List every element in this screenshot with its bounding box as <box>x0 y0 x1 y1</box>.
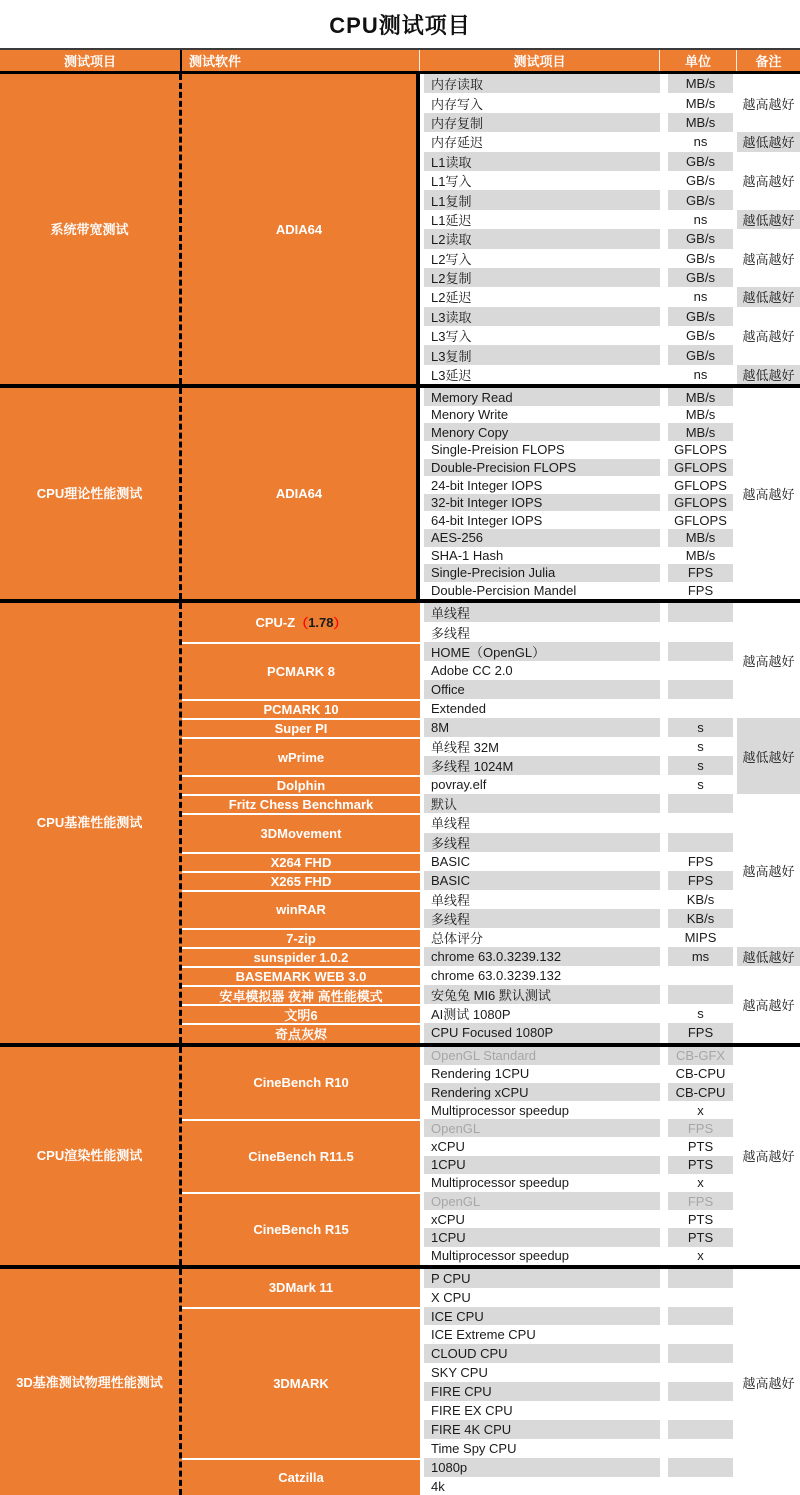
unit-cell: GB/s <box>660 229 737 248</box>
test-item-cell: 单线程 <box>420 603 660 622</box>
remark-cell: 越高越好 <box>742 174 795 190</box>
unit-cell <box>660 1382 737 1401</box>
remark-cell: 越高越好 <box>742 1375 795 1391</box>
test-item-cell: L1复制 <box>420 190 660 209</box>
unit-cell: s <box>697 1006 704 1022</box>
test-item-cell: 默认 <box>420 794 660 813</box>
test-item-cell: HOME（OpenGL） <box>420 642 660 661</box>
software-name: winRAR <box>182 890 420 928</box>
test-item-cell: xCPU <box>431 1139 465 1155</box>
unit-cell <box>660 985 737 1004</box>
test-item-cell: Multiprocessor speedup <box>431 1102 570 1118</box>
unit-cell: GB/s <box>660 345 737 364</box>
test-item-cell: 总体评分 <box>431 931 484 947</box>
test-item-cell: BASIC <box>420 871 660 890</box>
unit-cell: FPS <box>660 871 737 890</box>
section-name: CPU理论性能测试 <box>0 388 182 599</box>
unit-cell: MB/s <box>685 407 716 423</box>
software-name: ADIA64 <box>182 74 420 384</box>
header-test-project: 测试项目 <box>0 50 182 71</box>
unit-cell <box>660 1477 737 1495</box>
unit-cell: GFLOPS <box>674 442 727 458</box>
test-item-cell: xCPU <box>431 1211 465 1227</box>
test-item-cell: FIRE EX CPU <box>431 1402 513 1418</box>
test-item-cell: X CPU <box>431 1289 471 1305</box>
test-item-cell: CPU Focused 1080P <box>420 1023 660 1042</box>
software-name: 7-zip <box>182 928 420 947</box>
unit-cell: ms <box>660 947 737 966</box>
section-4 <box>0 1043 800 1265</box>
unit-cell <box>660 813 737 832</box>
section-5 <box>0 1265 800 1495</box>
sections-container <box>0 74 800 1495</box>
unit-cell <box>660 794 737 813</box>
test-item-cell: 单线程 <box>431 816 471 832</box>
test-item-cell: 24-bit Integer IOPS <box>431 477 543 493</box>
unit-cell: GFLOPS <box>674 512 727 528</box>
remark-cell: 越高越好 <box>742 1149 795 1165</box>
test-item-cell: Rendering 1CPU <box>431 1066 530 1082</box>
section-2 <box>0 384 800 599</box>
test-item-cell: L2延迟 <box>431 290 472 306</box>
test-item-cell: 内存读取 <box>420 74 660 93</box>
test-item-cell: chrome 63.0.3239.132 <box>420 947 660 966</box>
unit-cell <box>660 642 737 661</box>
test-item-cell: 64-bit Integer IOPS <box>431 512 543 528</box>
test-item-cell: Single-Precision Julia <box>420 564 660 582</box>
unit-cell: ns <box>693 289 708 305</box>
remark-cell: 越低越好 <box>737 132 800 151</box>
test-item-cell: L3复制 <box>420 345 660 364</box>
test-item-cell: L3写入 <box>431 329 472 345</box>
page-title: CPU测试项目 <box>329 12 471 38</box>
test-item-cell: Office <box>420 680 660 699</box>
software-name: 安卓模拟器 夜神 高性能模式 <box>182 985 420 1004</box>
unit-cell: MB/s <box>685 547 716 563</box>
unit-cell: x <box>697 1102 704 1118</box>
section-name: CPU基准性能测试 <box>0 603 182 1042</box>
remark-cell: 越高越好 <box>742 997 795 1013</box>
unit-cell: GB/s <box>660 268 737 287</box>
remark-cell: 越高越好 <box>742 251 795 267</box>
unit-cell <box>660 661 737 680</box>
test-item-cell: L2复制 <box>420 268 660 287</box>
test-item-cell: 内存复制 <box>420 113 660 132</box>
unit-cell: GFLOPS <box>660 459 737 477</box>
remark-cell: 越高越好 <box>742 329 795 345</box>
unit-cell: ns <box>693 367 708 383</box>
unit-cell: FPS <box>687 583 714 599</box>
unit-cell: GB/s <box>660 190 737 209</box>
header-unit: 单位 <box>660 50 737 71</box>
test-item-cell: 1CPU <box>420 1228 660 1246</box>
section-name: 3D基准测试物理性能测试 <box>0 1269 182 1495</box>
test-item-cell: L3读取 <box>420 307 660 326</box>
software-name: Super PI <box>182 718 420 737</box>
unit-cell <box>660 699 737 718</box>
unit-cell: MB/s <box>660 113 737 132</box>
test-item-cell: L1读取 <box>420 152 660 171</box>
test-item-cell: Double-Precision FLOPS <box>420 459 660 477</box>
test-item-cell: Time Spy CPU <box>431 1440 517 1456</box>
remark-cell: 越低越好 <box>737 947 800 966</box>
test-item-cell: P CPU <box>420 1269 660 1288</box>
test-item-cell: 多线程 <box>420 833 660 852</box>
unit-cell: PTS <box>660 1228 737 1246</box>
software-name: Catzilla <box>182 1458 420 1495</box>
software-name: X264 FHD <box>182 852 420 871</box>
unit-cell <box>660 1307 737 1326</box>
test-item-cell: povray.elf <box>431 777 487 793</box>
remark-cell: 越高越好 <box>742 487 795 503</box>
unit-cell: s <box>660 756 737 775</box>
unit-cell <box>660 1288 737 1307</box>
test-item-cell: 8M <box>420 718 660 737</box>
test-item-cell: 4k <box>431 1478 445 1494</box>
test-item-cell: 1CPU <box>420 1156 660 1174</box>
test-item-cell: AI测试 1080P <box>431 1007 511 1023</box>
test-item-cell: SKY CPU <box>431 1365 488 1381</box>
unit-cell <box>660 1269 737 1288</box>
unit-cell: FPS <box>660 1192 737 1210</box>
unit-cell: MIPS <box>684 930 717 946</box>
section-name: CPU渲染性能测试 <box>0 1047 182 1265</box>
test-item-cell: OpenGL <box>420 1119 660 1137</box>
unit-cell: s <box>697 777 704 793</box>
unit-cell: MB/s <box>660 74 737 93</box>
unit-cell: GFLOPS <box>660 494 737 512</box>
test-item-cell: 单线程 <box>431 892 471 908</box>
section-name: 系统带宽测试 <box>0 74 182 384</box>
test-item-cell: Extended <box>431 700 486 716</box>
test-item-cell: AES-256 <box>420 529 660 547</box>
unit-cell: ns <box>693 134 708 150</box>
unit-cell: KB/s <box>660 909 737 928</box>
software-name: X265 FHD <box>182 871 420 890</box>
unit-cell: GB/s <box>660 307 737 326</box>
remark-cell: 越高越好 <box>742 96 795 112</box>
test-item-cell: Single-Preision FLOPS <box>431 442 565 458</box>
unit-cell: CB-CPU <box>660 1083 737 1101</box>
software-name: 奇点灰烬 <box>182 1023 420 1042</box>
table-header-row <box>0 50 800 74</box>
unit-cell <box>660 603 737 622</box>
test-item-cell: 单线程 32M <box>431 740 499 756</box>
header-test-software: 测试软件 <box>182 50 420 71</box>
software-name-part: （ <box>295 615 309 631</box>
header-remark: 备注 <box>755 54 782 69</box>
test-item-cell: CLOUD CPU <box>420 1344 660 1363</box>
test-item-cell: ICE Extreme CPU <box>431 1327 536 1343</box>
unit-cell: CB-CPU <box>675 1066 726 1082</box>
test-item-cell: Multiprocessor speedup <box>431 1248 570 1264</box>
software-name: wPrime <box>182 737 420 775</box>
unit-cell: PTS <box>660 1156 737 1174</box>
test-item-cell: OpenGL <box>420 1192 660 1210</box>
test-item-cell: Double-Percision Mandel <box>431 583 577 599</box>
test-item-cell: Multiprocessor speedup <box>431 1175 570 1191</box>
unit-cell: x <box>697 1175 704 1191</box>
test-item-cell: FIRE CPU <box>420 1382 660 1401</box>
section-1 <box>0 74 800 384</box>
software-name-part: CPU-Z <box>255 614 296 630</box>
test-item-cell: Adobe CC 2.0 <box>431 662 513 678</box>
remark-cell: 越低越好 <box>737 287 800 306</box>
test-item-cell: 安兔兔 MI6 默认测试 <box>420 985 660 1004</box>
test-item-cell: L1延迟 <box>431 212 472 228</box>
unit-cell <box>660 1458 737 1477</box>
software-name: PCMARK 10 <box>182 699 420 718</box>
unit-cell: KB/s <box>686 891 715 907</box>
software-name: CineBench R11.5 <box>182 1119 420 1192</box>
unit-cell <box>660 1401 737 1420</box>
unit-cell <box>660 833 737 852</box>
unit-cell: MB/s <box>660 529 737 547</box>
unit-cell: MB/s <box>660 423 737 441</box>
unit-cell <box>660 622 737 641</box>
unit-cell: s <box>660 718 737 737</box>
unit-cell: PTS <box>687 1211 714 1227</box>
software-name: Dolphin <box>182 775 420 794</box>
test-item-cell: L2读取 <box>420 229 660 248</box>
remark-cell: 越低越好 <box>737 210 800 229</box>
unit-cell: FPS <box>660 1119 737 1137</box>
unit-cell: GB/s <box>660 152 737 171</box>
test-item-cell: SHA-1 Hash <box>431 547 504 563</box>
software-name: CineBench R15 <box>182 1192 420 1265</box>
software-name: 文明6 <box>182 1004 420 1023</box>
unit-cell <box>660 1325 737 1344</box>
test-item-cell: OpenGL Standard <box>420 1047 660 1065</box>
software-name: 3DMARK <box>182 1307 420 1458</box>
test-item-cell: Menory Copy <box>420 423 660 441</box>
software-name: sunspider 1.0.2 <box>182 947 420 966</box>
test-item-cell: 内存写入 <box>431 96 484 112</box>
software-name: Fritz Chess Benchmark <box>182 794 420 813</box>
unit-cell: s <box>697 739 704 755</box>
unit-cell: ns <box>693 211 708 227</box>
test-item-cell: Memory Read <box>420 388 660 406</box>
test-item-cell: L3延迟 <box>431 368 472 384</box>
test-item-cell: 多线程 1024M <box>420 756 660 775</box>
test-item-cell: L2写入 <box>431 251 472 267</box>
unit-cell: CB-GFX <box>660 1047 737 1065</box>
test-item-cell: 1080p <box>420 1458 660 1477</box>
test-item-cell: 内存延迟 <box>431 135 484 151</box>
section-3 <box>0 599 800 1042</box>
unit-cell <box>660 680 737 699</box>
test-item-cell: BASIC <box>431 853 471 869</box>
test-item-cell: 32-bit Integer IOPS <box>420 494 660 512</box>
remark-cell: 越低越好 <box>737 718 800 794</box>
software-name: BASEMARK WEB 3.0 <box>182 966 420 985</box>
test-item-cell: FIRE 4K CPU <box>420 1420 660 1439</box>
unit-cell <box>660 1420 737 1439</box>
unit-cell: PTS <box>687 1139 714 1155</box>
unit-cell: GB/s <box>686 328 715 344</box>
remark-cell: 越高越好 <box>742 654 795 670</box>
unit-cell: MB/s <box>685 95 716 111</box>
unit-cell: FPS <box>660 564 737 582</box>
test-item-cell: 多线程 <box>431 625 471 641</box>
software-name-part: 1.78 <box>308 614 334 630</box>
unit-cell <box>660 966 737 985</box>
test-item-cell: ICE CPU <box>420 1307 660 1326</box>
remark-cell: 越低越好 <box>737 365 800 384</box>
test-item-cell: chrome 63.0.3239.132 <box>431 968 562 984</box>
software-name: CineBench R10 <box>182 1047 420 1120</box>
test-item-cell: 多线程 <box>420 909 660 928</box>
header-test-item: 测试项目 <box>420 50 660 71</box>
unit-cell: x <box>697 1248 704 1264</box>
unit-cell: GB/s <box>686 173 715 189</box>
unit-cell: GFLOPS <box>674 477 727 493</box>
test-item-cell: L1写入 <box>431 174 472 190</box>
software-name: ADIA64 <box>182 388 420 599</box>
remark-cell: 越高越好 <box>742 864 795 880</box>
software-name: 3DMark 11 <box>182 1269 420 1307</box>
unit-cell: FPS <box>660 1023 737 1042</box>
unit-cell <box>660 1439 737 1458</box>
unit-cell: MB/s <box>660 388 737 406</box>
software-name: PCMARK 8 <box>182 642 420 699</box>
software-name <box>182 603 420 641</box>
test-item-cell: Menory Write <box>431 407 509 423</box>
unit-cell <box>660 1363 737 1382</box>
unit-cell: FPS <box>687 853 714 869</box>
software-name-part: ） <box>333 615 347 631</box>
software-name: 3DMovement <box>182 813 420 851</box>
unit-cell <box>660 1344 737 1363</box>
test-item-cell: Rendering xCPU <box>420 1083 660 1101</box>
unit-cell: GB/s <box>686 250 715 266</box>
